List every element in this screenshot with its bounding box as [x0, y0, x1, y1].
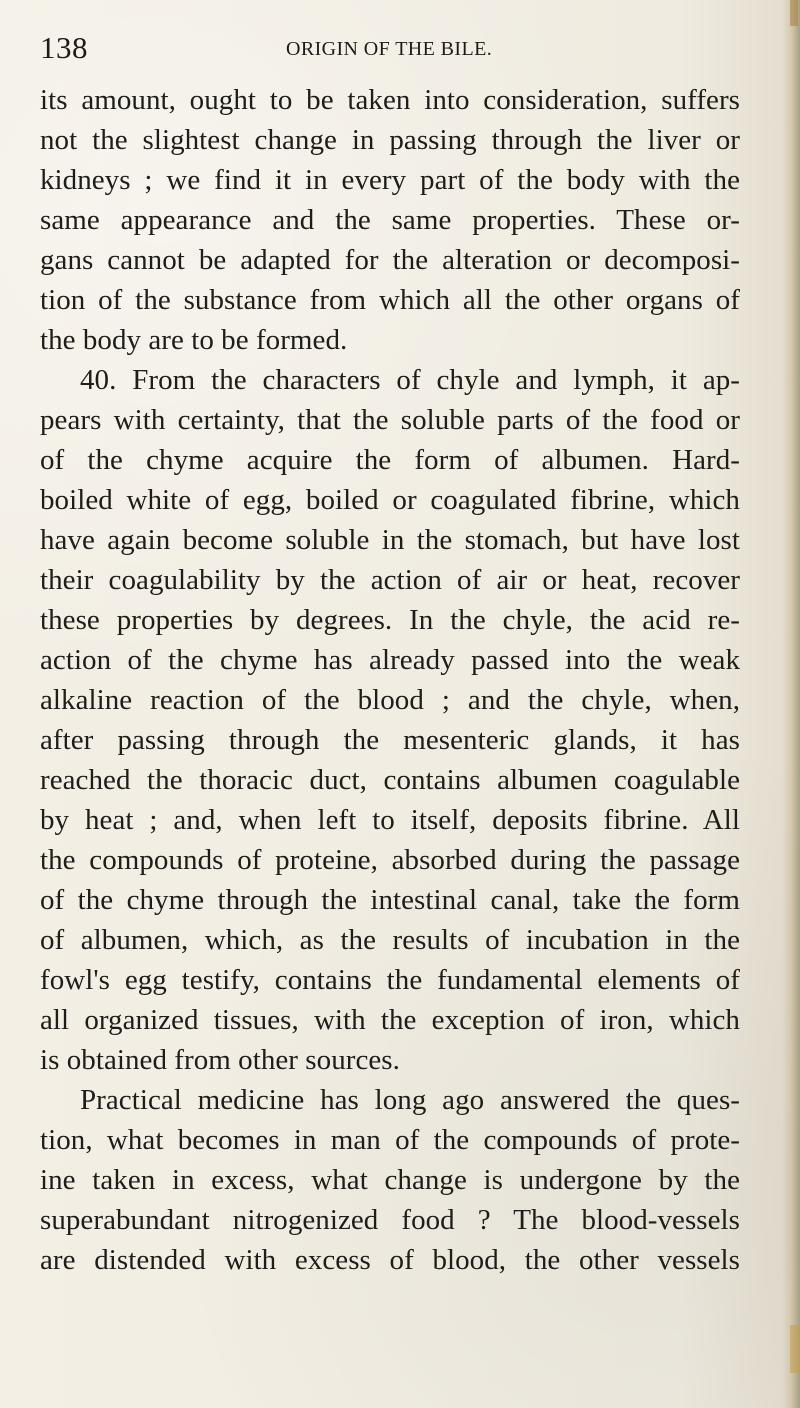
text-line: all organized tissues, with the exception of iron, which [40, 1004, 740, 1036]
text-line: their coagulability by the action of air or heat, recover [40, 564, 740, 596]
text-line: after passing through the mesenteric glands, it has [40, 724, 740, 756]
edge-stain-bottom [790, 1325, 800, 1373]
text-line: action of the chyme has already passed into the weak [40, 644, 740, 676]
text-line: fowl's egg testify, contains the fundamental elements of [40, 964, 740, 996]
text-line: the compounds of proteine, absorbed during the passage [40, 844, 740, 876]
text-line: these properties by degrees. In the chyle, the acid re- [40, 604, 740, 636]
text-line: reached the thoracic duct, contains albumen coagulable [40, 764, 740, 796]
text-line: alkaline reaction of the blood ; and the chyle, when, [40, 684, 740, 716]
text-line: 40. From the characters of chyle and lymph, it ap- [80, 364, 740, 396]
text-line: of albumen, which, as the results of incubation in the [40, 924, 740, 956]
text-line: are distended with excess of blood, the other vessels [40, 1244, 740, 1276]
text-line: gans cannot be adapted for the alteration or decomposi- [40, 244, 740, 276]
text-line: ine taken in excess, what change is undergone by the [40, 1164, 740, 1196]
running-title: ORIGIN OF THE BILE. [286, 38, 493, 60]
text-line: tion, what becomes in man of the compounds of prote- [40, 1124, 740, 1156]
text-line: superabundant nitrogenized food ? The blood-vessels [40, 1204, 740, 1236]
text-line: of the chyme through the intestinal canal, take the form [40, 884, 740, 916]
text-line: the body are to be formed. [40, 324, 348, 356]
edge-stain-top [790, 0, 798, 26]
page-edge-shadow [782, 0, 800, 1408]
text-line: by heat ; and, when left to itself, deposits fibrine. All [40, 804, 740, 836]
text-line: have again become soluble in the stomach, but have lost [40, 524, 740, 556]
text-line: tion of the substance from which all the other organs of [40, 284, 740, 316]
text-line: is obtained from other sources. [40, 1044, 400, 1076]
text-line: not the slightest change in passing through the liver or [40, 124, 740, 156]
text-line: same appearance and the same properties. These or- [40, 204, 740, 236]
text-line: pears with certainty, that the soluble parts of the food or [40, 404, 740, 436]
text-line: boiled white of egg, boiled or coagulated fibrine, which [40, 484, 740, 516]
text-line: its amount, ought to be taken into consideration, suffers [40, 84, 740, 116]
text-line: kidneys ; we find it in every part of the body with the [40, 164, 740, 196]
text-line: Practical medicine has long ago answered the ques- [80, 1084, 740, 1116]
page-number: 138 [40, 30, 88, 65]
text-line: of the chyme acquire the form of albumen. Hard- [40, 444, 740, 476]
